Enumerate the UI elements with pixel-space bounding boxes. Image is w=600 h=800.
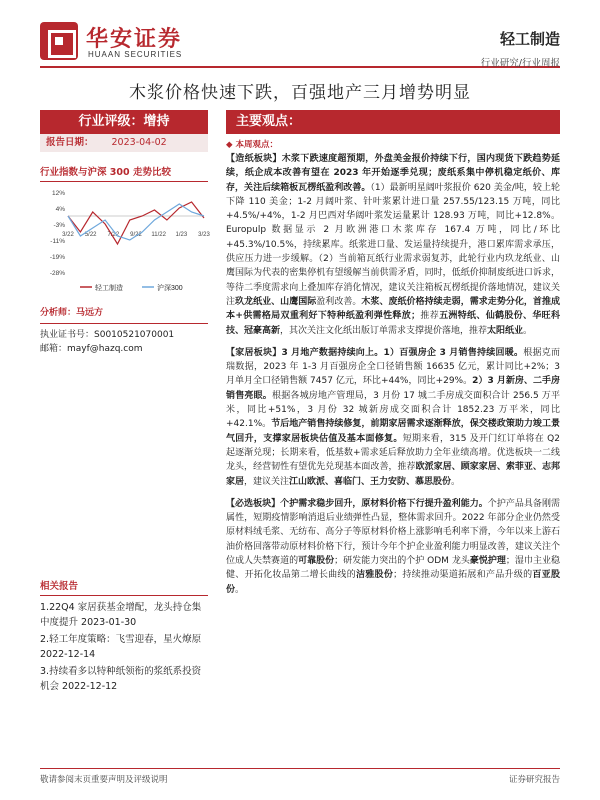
y-tick-label: 4% — [55, 206, 65, 213]
left-sidebar — [40, 110, 208, 356]
para-bold: 节后地产销售持续修复，前期家居需求逐渐释放，保交楼政策助力竣工景气回升，支撑家居板块估值及基本面修复。 — [226, 419, 560, 444]
header-right — [481, 28, 560, 69]
y-tick-label: 12% — [51, 190, 65, 197]
para-bold: 可靠股份 — [298, 556, 335, 567]
para-bold: 木浆、废纸价格持续走弱，需求走势分化，首推成本+供需格局双重利好下特种纸盈利弹性释放； — [226, 296, 560, 322]
x-tick-label: 3/23 — [198, 232, 210, 238]
x-tick-label: 7/22 — [107, 232, 120, 238]
para-bold: 江山欧派、喜临门、王力安防、慕思股份 — [289, 476, 452, 487]
logo-icon — [40, 22, 78, 60]
logo-text: 华安证券 — [86, 26, 183, 52]
report-type: 行业研究/行业周报 — [480, 58, 560, 69]
para-text: ；研发能力突出的个护 ODM 龙头 — [334, 556, 470, 567]
main-content — [226, 110, 560, 605]
chart-svg — [40, 186, 208, 296]
footer-label: 证券研究报告 — [508, 775, 560, 785]
para-text: 短期来看，315 及开门红订单将在 Q2 起逐渐兑现；长期来看，低基数+需求延后释放助力全年业绩高增。优选板块一二线龙头，经营韧性有望优先兑现基本面改善，推荐 — [226, 433, 560, 473]
y-tick-label: -11% — [50, 238, 65, 245]
staples-section — [226, 497, 560, 597]
x-tick-label: 11/22 — [151, 232, 166, 238]
analyst-name: 分析师：马远方 — [40, 306, 208, 324]
analyst-block — [40, 306, 208, 356]
x-tick-label: 3/22 — [62, 232, 74, 238]
para-bold: 百亚股份 — [226, 570, 560, 595]
para-bold: 玖龙纸业、山鹰国际 — [235, 296, 317, 307]
main-points-banner: 主要观点： — [226, 110, 560, 134]
legend-label: 轻工制造 — [95, 285, 123, 292]
x-tick-label: 9/22 — [130, 232, 142, 238]
para-text: 根据各城房地产管理局，3 月份 17 城二手房成交面积合计 256.5 万平米，同比+51%，3 月份 32 城新房成交面积合计 1852.23 万平米，同比+42.1%。 — [226, 390, 560, 430]
para-bold: 豪悦护理 — [469, 556, 506, 567]
x-tick-label: 5/22 — [84, 232, 97, 238]
para-bold: 【必选板块】个护需求稳步回升，原材料价格下行提升盈利能力。 — [226, 498, 488, 509]
home-section — [226, 346, 560, 489]
para-bold: 2）3 月新房、二手房销售亮眼。 — [226, 376, 560, 401]
disclaimer-note: 敬请参阅末页重要声明及评级说明 — [40, 775, 168, 785]
para-text: 个护产品具备刚需属性，短期疫情影响消退后业绩弹性凸显，整体需求回升。2022 年部分企业仍然受原材料绒毛浆、无纺布、高分子等原材料价格上涨影响毛利率下滑，今年以来上游石油价格回落带动原材料价格下行，预计今年个护企业盈利能力明显改善，建议关注个位成人失禁赛道的 — [226, 498, 560, 567]
x-tick-label: 1/23 — [175, 232, 188, 238]
paper-section — [226, 152, 560, 338]
page-header — [40, 18, 560, 68]
para-text: 。 — [235, 584, 245, 595]
legend-label: 沪深300 — [157, 285, 183, 292]
date-value: 2023-04-02 — [111, 137, 167, 148]
para-text: （1）最新明星阔叶浆报价 620 美金/吨，较上轮下降 110 美金；1-2 月阔叶浆、针叶浆累计进口量 257.55/123.15 万吨，同比+4.5%/+4%，1-2 月巴西对华阔叶浆发运量累计 128.93 万吨，同比+12.8%。Europulp 数据显示 2 月欧洲港口木浆库存 167.4 万吨，同比/环比+45.3%/10.5%，持续累库。纸浆进口量、发运量持续提升，港口累库需求承压，供应压力进一步缓解。（2）当前箱瓦纸行业需求弱复苏，此轮行业内玖龙纸业、山鹰国际为代表的密集停机有望缓解当前供需矛盾，同时，低纸价抑制废纸进口诉求，等待二季度需求向上叠加库存消化情况，建议关注箱板瓦楞纸提价落地情况，建议关注 — [226, 182, 560, 307]
para-text: 盈利改善。 — [316, 296, 362, 307]
para-text: ；持续推动渠道拓展和产品升级的 — [393, 570, 533, 581]
para-text: 推荐 — [420, 311, 440, 322]
week-view-label: ◆ 本周观点： — [226, 138, 560, 150]
y-tick-label: -28% — [49, 270, 65, 277]
para-bold: 【造纸板块】木浆下跌速度超预期，外盘美金报价持续下行，国内现货下跌趋势延续，纸企成本改善有望在 2023 年开始逐季兑现；废纸系集中停机稳定纸价、库存，关注后续箱板瓦楞纸盈利改善。 — [226, 154, 560, 193]
analyst-email[interactable]: 邮箱：mayf@hazq.com — [40, 344, 143, 354]
para-text: 。 — [523, 325, 533, 336]
industry-name: 轻工制造 — [499, 30, 560, 48]
date-label: 报告日期： — [46, 137, 94, 148]
chart-title: 行业指数与沪深 300 走势比较 — [40, 164, 208, 182]
para-text: 。 — [451, 476, 461, 487]
para-text: ；湿巾主业稳健、开拓化妆品第二增长曲线的 — [226, 556, 560, 581]
related-item[interactable]: 3.持续看多以特种纸领衔的浆纸系投资机会 2022-12-12 — [40, 666, 202, 692]
y-tick-label: -3% — [53, 222, 65, 229]
related-title: 相关报告 — [40, 578, 208, 596]
para-bold: 欧派家居、顾家家居、索菲亚、志邦家居 — [226, 462, 560, 487]
index-chart — [40, 186, 208, 296]
analyst-cert: 执业证书号：S0010521070001 — [40, 330, 175, 340]
para-text: 根据克而瑞数据，2023 年 1-3 月百强房企全口径销售额 16635 亿元，累计同比+2%；3 月单月全口径销售额 7457 亿元，环比+44%，同比+29%。 — [226, 347, 560, 387]
para-text: ，建议关注 — [244, 476, 290, 487]
para-bold: 洁雅股份 — [355, 570, 394, 581]
logo-subtitle: HUAAN SECURITIES — [88, 50, 183, 59]
rating-banner: 行业评级：增持 — [40, 110, 208, 134]
report-date — [40, 134, 208, 152]
related-reports — [40, 578, 208, 696]
para-text: ，其次关注文化纸出版订单需求支撑提价落地，推荐 — [280, 325, 488, 336]
report-title: 木浆价格快速下跌，百强地产三月增势明显 — [129, 83, 471, 103]
para-bold: 太阳纸业 — [487, 325, 524, 336]
para-bold: 五洲特纸、仙鹤股份、华旺科技、冠豪高新 — [226, 311, 560, 336]
page-footer — [40, 768, 560, 786]
para-bold: 【家居板块】3 月地产数据持续向上。1）百强房企 3 月销售持续回暖。 — [226, 347, 524, 358]
related-item[interactable]: 1.22Q4 家居获基金增配，龙头持仓集中度提升 2023-01-30 — [40, 602, 202, 628]
y-tick-label: -19% — [49, 254, 65, 261]
related-item[interactable]: 2.轻工年度策略：飞雪迎春，星火燎原 2022-12-14 — [40, 634, 202, 660]
